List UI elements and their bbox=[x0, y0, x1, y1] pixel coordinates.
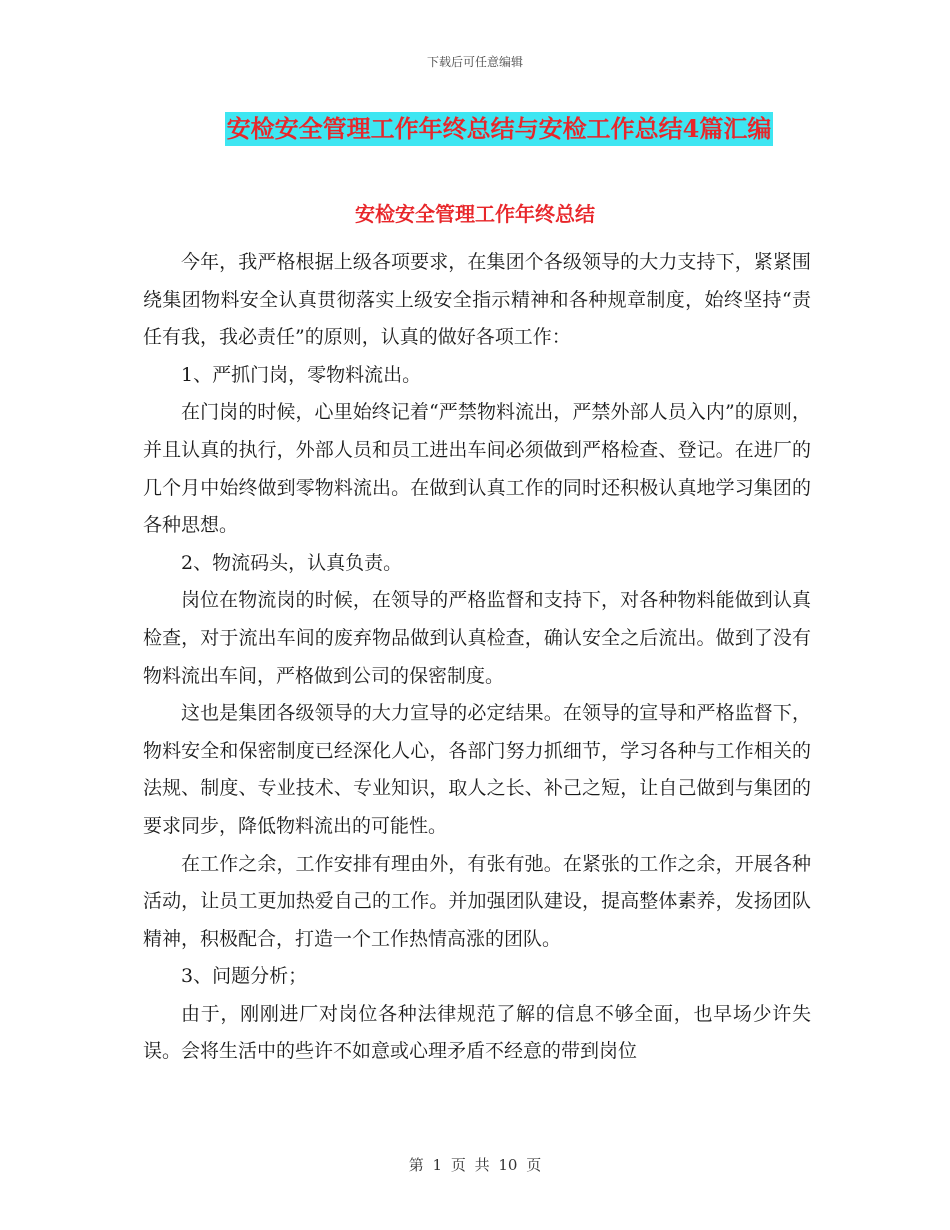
section-title: 安检安全管理工作年终总结 bbox=[355, 202, 595, 226]
page-footer: 第 1 页 共 10 页 bbox=[408, 1156, 542, 1174]
paragraph: 由于，刚刚进厂对岗位各种法律规范了解的信息不够全面，也早场少许失误。会将生活中的些许不如意或心理矛盾不经意的带到岗位 bbox=[143, 1002, 811, 1063]
list-heading: 3、问题分析； bbox=[181, 965, 308, 988]
paragraph: 岗位在物流岗的时候，在领导的严格监督和支持下，对各种物料能做到认真检查，对于流出车间的废弃物品做到认真检查，确认安全之后流出。做到了没有物料流出车间，严格做到公司的保密制度。 bbox=[143, 589, 811, 687]
header-note: 下载后可任意编辑 bbox=[426, 55, 523, 69]
list-heading: 1、严抓门岗，零物料流出。 bbox=[181, 363, 422, 386]
paragraph: 今年，我严格根据上级各项要求，在集团个各级领导的大力支持下，紧紧围绕集团物料安全认真贯彻落实上级安全指示精神和各种规章制度，始终坚持“责任有我，我必责任”的原则，认真的做好各项工作： bbox=[143, 251, 811, 349]
paragraph: 在工作之余，工作安排有理由外，有张有弛。在紧张的工作之余，开展各种活动，让员工更加热爱自己的工作。并加强团队建设，提高整体素养，发扬团队精神，积极配合，打造一个工作热情高涨的团队。 bbox=[143, 852, 811, 950]
paragraph: 在门岗的时候，心里始终记着“严禁物料流出，严禁外部人员入内”的原则，并且认真的执行，外部人员和员工进出车间必须做到严格检查、登记。在进厂的几个月中始终做到零物料流出。在做到认真工作的同时还积极认真地学习集团的各种思想。 bbox=[143, 401, 811, 537]
main-title-wrap bbox=[0, 112, 950, 148]
list-heading: 2、物流码头，认真负责。 bbox=[181, 551, 403, 574]
paragraph: 这也是集团各级领导的大力宣导的必定结果。在领导的宣导和严格监督下，物料安全和保密制度已经深化人心，各部门努力抓细节，学习各种与工作相关的法规、制度、专业技术、专业知识，取人之长、补己之短，让自己做到与集团的要求同步，降低物料流出的可能性。 bbox=[143, 702, 811, 837]
main-title: 安检安全管理工作年终总结与安检工作总结4篇汇编 bbox=[225, 112, 774, 146]
body-text bbox=[143, 244, 811, 1071]
